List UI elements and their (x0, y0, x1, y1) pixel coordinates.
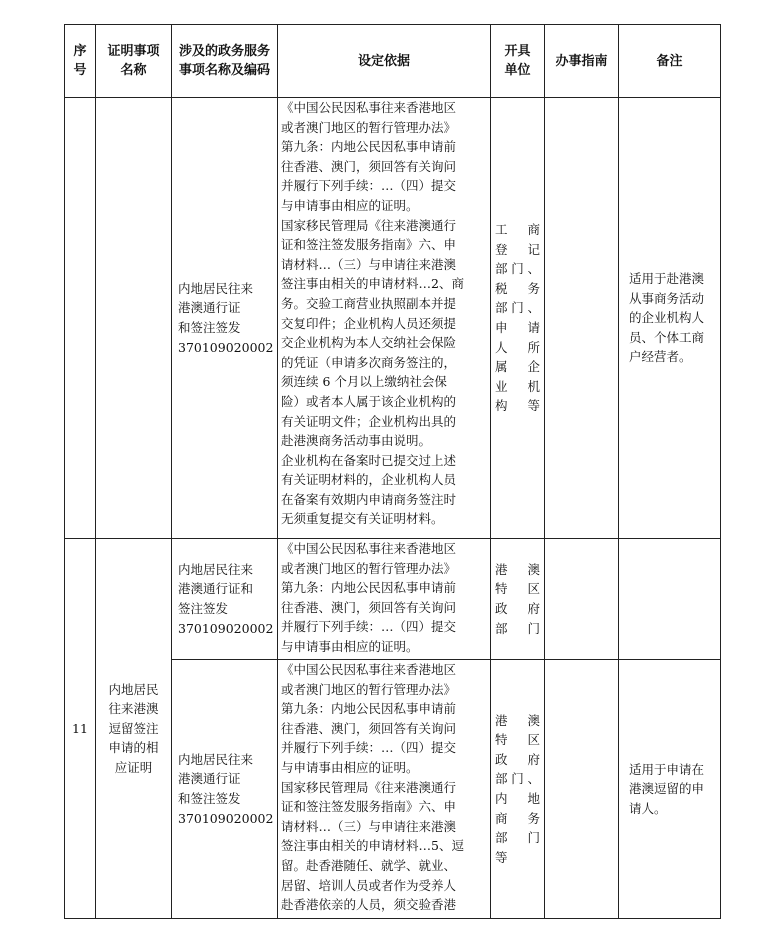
header-note: 备注 (619, 25, 721, 98)
table-row (65, 98, 721, 539)
cell-issuer: 工商 登记 部门、 税务 部门、 申请 人所 属企 业机 构等 (491, 98, 545, 539)
cell-service: 内地居民往来 港澳通行证 和签注签发 370109020002 (172, 98, 278, 539)
header-no: 序号 (65, 25, 96, 98)
certificate-table (64, 24, 721, 919)
cell-guide (545, 98, 619, 539)
cell-service: 内地居民往来 港澳通行证 和签注签发 370109020002 (172, 660, 278, 919)
cell-cert-item (96, 98, 172, 539)
header-cert-item: 证明事项名称 (96, 25, 172, 98)
cell-guide (545, 539, 619, 660)
cell-cert-item: 内地居民 往来港澳 逗留签注 申请的相 应证明 (96, 539, 172, 919)
cell-basis: 《中国公民因私事往来香港地区 或者澳门地区的暂行管理办法》 第九条：内地公民因私事申请前 往香港、澳门，须回答有关询问 并履行下列手续：…（四）提交 与申请事由相应的证明。 国家移民管理局《往来港澳通行 证和签注签发服务指南》六、申 请材料…（三）与申请往来港澳 签注事由相关的申请材料…5、逗 留。赴香港随任、就学、就业、 居留、培训人员或者作为受养人 赴香港依亲的人员，须交验香港 (278, 660, 491, 919)
cell-issuer: 港澳 特区 政府 部门 (491, 539, 545, 660)
cell-no (65, 98, 96, 539)
cell-issuer: 港澳 特区 政府 部门、 内地 商务 部门 等 (491, 660, 545, 919)
header-service: 涉及的政务服务事项名称及编码 (172, 25, 278, 98)
cell-basis: 《中国公民因私事往来香港地区 或者澳门地区的暂行管理办法》 第九条：内地公民因私事申请前 往香港、澳门，须回答有关询问 并履行下列手续：…（四）提交 与申请事由相应的证明。 (278, 539, 491, 660)
header-guide: 办事指南 (545, 25, 619, 98)
header-basis: 设定依据 (278, 25, 491, 98)
cell-service: 内地居民往来 港澳通行证和 签注签发 370109020002 (172, 539, 278, 660)
header-issuer: 开具单位 (491, 25, 545, 98)
cell-note: 适用于赴港澳 从事商务活动 的企业机构人 员、个体工商 户经营者。 (619, 98, 721, 539)
table-row (65, 539, 721, 660)
cell-no: 11 (65, 539, 96, 919)
cell-basis: 《中国公民因私事往来香港地区 或者澳门地区的暂行管理办法》 第九条：内地公民因私事申请前 往香港、澳门，须回答有关询问 并履行下列手续：…（四）提交 与申请事由相应的证明。 国家移民管理局《往来港澳通行 证和签注签发服务指南》六、申 请材料…（三）与申请往来港澳 签注事由相关的申请材料…2、商 务。交验工商营业执照副本并提 交复印件；企业机构人员还须提 交企业机构为本人交纳社会保险 的凭证（申请多次商务签注的， 须连续 6 个月以上缴纳社会保 险）或者本人属于该企业机构的 有关证明文件；企业机构出具的 赴港澳商务活动事由说明。 企业机构在备案时已提交过上述 有关证明材料的，企业机构人员 在备案有效期内申请商务签注时 无须重复提交有关证明材料。 (278, 98, 491, 539)
header-row (65, 25, 721, 98)
cell-note: 适用于申请在 港澳逗留的申 请人。 (619, 660, 721, 919)
cell-guide (545, 660, 619, 919)
cell-note (619, 539, 721, 660)
